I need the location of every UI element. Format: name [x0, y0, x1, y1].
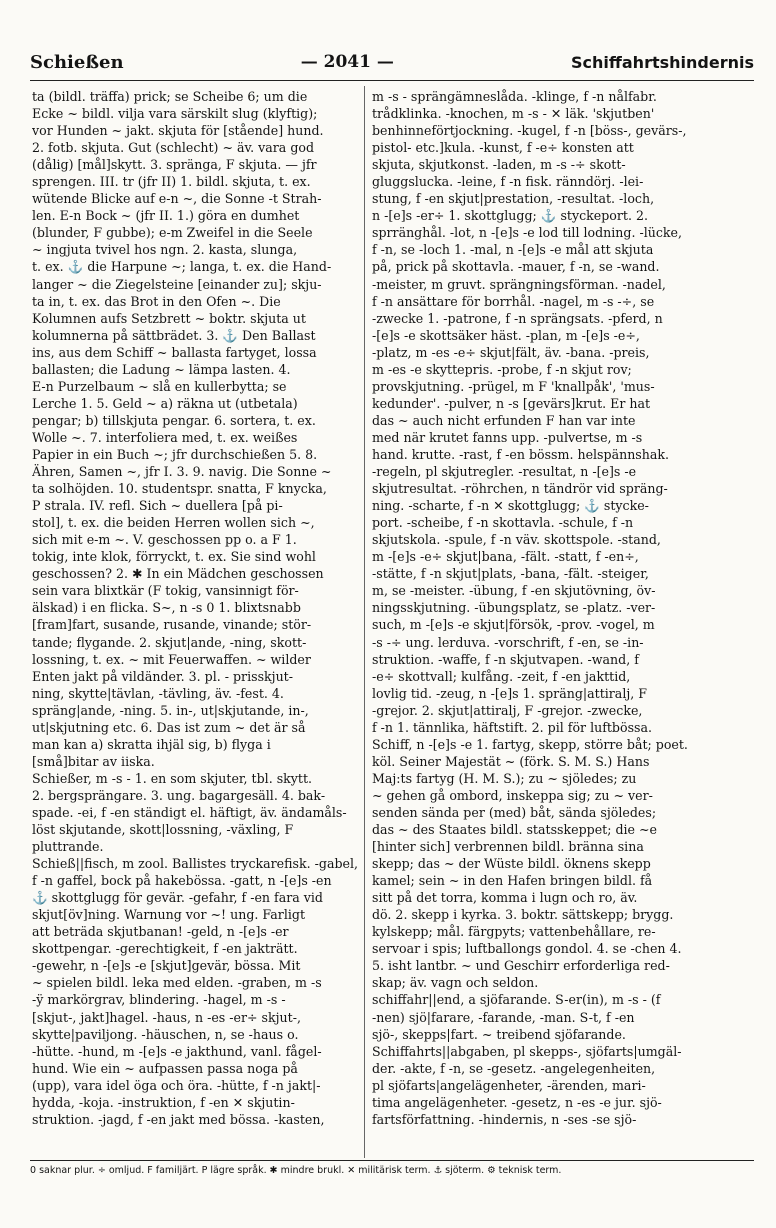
text-line: sich mit e-m ~. V. geschossen pp o. a F 1. — [32, 532, 297, 548]
text-line: (blunder, F gubbe); e-m Zweifel in die Seele — [32, 225, 313, 241]
text-line: skepp; das ~ der Wüste bildl. öknens skepp — [372, 856, 651, 872]
text-line: Papier in ein Buch ~; jfr durchschießen 5. 8. — [32, 446, 318, 462]
text-line: hydda, -koja. -instruktion, f -en ✕ skjutin- — [32, 1094, 295, 1110]
text-line: pluttrande. — [32, 839, 104, 855]
text-line: der. -akte, f -n, se -gesetz. -angelegenheiten, — [372, 1060, 656, 1076]
text-line: P strala. IV. refl. Sich ~ duellera [på pi- — [32, 498, 283, 514]
text-line: köl. Seiner Majestät ~ (förk. S. M. S.) Hans — [372, 753, 650, 769]
text-line: wütende Blicke auf e-n ~, die Sonne -t Strah- — [32, 191, 322, 207]
text-line: sprengen. III. tr (jfr II) 1. bildl. skjuta, t. ex. — [32, 174, 311, 190]
text-line: ~ spielen bildl. leka med elden. -graben, m -s — [32, 975, 322, 991]
text-line: lovlig tid. -zeug, n -[e]s 1. spräng|attiralj, F — [372, 685, 647, 701]
text-line: spade. -ei, f -en ständigt el. häftigt, äv. ändamåls- — [32, 804, 347, 820]
text-line: benhinneförtjockning. -kugel, f -n [böss-, gevärs-, — [372, 123, 687, 139]
text-line: stung, f -en skjut|prestation, -resultat. -loch, — [372, 191, 655, 207]
text-line: m -s - sprängämneslåda. -klinge, f -n nålfabr. — [372, 89, 657, 104]
text-line: Enten jakt på vildänder. 3. pl. - prisskjut- — [32, 668, 293, 684]
right-column — [372, 88, 706, 1158]
text-line: skottpengar. -gerechtigkeit, f -en jakträtt. — [32, 941, 298, 957]
text-line: 2. fotb. skjuta. Gut (schlecht) ~ äv. vara god — [32, 140, 315, 156]
text-line: tima angelägenheter. -gesetz, n -es -e jur. sjö- — [372, 1094, 662, 1110]
text-line: pistol- etc.]kula. -kunst, f -e÷ konsten att — [372, 140, 634, 156]
text-line: f -n gaffel, bock på hakebössa. -gatt, n -[e]s -en — [32, 873, 332, 889]
text-line: tokig, inte klok, förryckt, t. ex. Sie sind wohl — [32, 549, 316, 565]
text-line: senden sända per (med) båt, sända sjöledes; — [372, 804, 657, 820]
text-line: sitt på det torra, komma i lugn och ro, äv. — [372, 890, 638, 906]
text-line: hund. Wie ein ~ aufpassen passa noga på — [32, 1060, 298, 1076]
text-line: fartsförfattning. -hindernis, n -ses -se sjö- — [372, 1111, 637, 1127]
text-line: tande; flygande. 2. skjut|ande, -ning, skott- — [32, 634, 307, 650]
column-divider — [364, 86, 365, 1158]
text-line: t. ex. ⚓ die Harpune ~; langa, t. ex. die Hand- — [32, 259, 332, 275]
text-line: ta (bildl. träffa) prick; se Scheibe 6; um die — [32, 89, 308, 104]
footer-rule — [30, 1160, 754, 1161]
header-right-word: Schiffahrtshindernis — [571, 52, 754, 72]
text-line: -ÿ markörgrav, blindering. -hagel, m -s - — [32, 992, 286, 1008]
text-line: struktion. -jagd, f -en jakt med bössa. -kasten, — [32, 1111, 325, 1127]
text-line: Schiff, n -[e]s -e 1. fartyg, skepp, större båt; poet. — [372, 736, 688, 752]
text-line: langer ~ die Ziegelsteine [einander zu]; skju- — [32, 276, 322, 292]
text-line: sprränghål. -lot, n -[e]s -e lod till lodning. -lücke, — [372, 225, 683, 241]
text-line: struktion. -waffe, f -n skjutvapen. -wand, f — [372, 651, 639, 667]
text-line: kolumnerna på sättbrädet. 3. ⚓ Den Ballast — [32, 327, 316, 343]
header-left-word: Schießen — [30, 51, 124, 73]
text-line: ~ gehen gå ombord, inskeppa sig; zu ~ ver- — [372, 787, 653, 803]
text-line: Kolumnen aufs Setzbrett ~ boktr. skjuta ut — [32, 310, 306, 326]
text-line: Lerche 1. 5. Geld ~ a) räkna ut (utbetala) — [32, 395, 298, 411]
text-line: servoar i spis; luftballongs gondol. 4. se -chen 4. — [372, 941, 682, 957]
text-line: trådklinka. -knochen, m -s - ✕ läk. 'skjutben' — [372, 106, 655, 122]
text-line: [hinter sich] verbrennen bildl. bränna sina — [372, 839, 644, 855]
text-line: att beträda skjutbanan! -geld, n -[e]s -er — [32, 924, 289, 940]
text-line: m, se -meister. -übung, f -en skjutövning, öv- — [372, 583, 656, 599]
text-line: f -n, se -loch 1. -mal, n -[e]s -e mål att skjuta — [372, 242, 654, 258]
text-line: such, m -[e]s -e skjut|försök, -prov. -vogel, m — [372, 617, 655, 633]
text-line: -grejor. 2. skjut|attiralj, F -grejor. -zwecke, — [372, 702, 643, 718]
text-line: man kan a) skratta ihjäl sig, b) flyga i — [32, 736, 271, 752]
text-line: -stätte, f -n skjut|plats, -bana, -fält. -steiger, — [372, 566, 649, 582]
text-line: port. -scheibe, f -n skottavla. -schule, f -n — [372, 515, 634, 531]
text-line: m -es -e skyttepris. -probe, f -n skjut rov; — [372, 361, 632, 377]
text-line: Ähren, Samen ~, jfr I. 3. 9. navig. Die Sonne ~ — [32, 464, 332, 480]
text-line: -platz, m -es -e÷ skjut|fält, äv. -bana. -preis, — [372, 344, 650, 360]
text-line: [fram]fart, susande, rusande, vinande; stör- — [32, 617, 312, 633]
text-line: ut|skjutning etc. 6. Das ist zum ~ det är så — [32, 719, 306, 735]
left-column — [32, 88, 362, 1158]
text-line: Schiffahrts||abgaben, pl skepps-, sjöfarts|umgäl- — [372, 1043, 682, 1059]
text-line: Ecke ~ bildl. vilja vara särskilt slug (klyftig); — [32, 106, 318, 122]
text-line: n -[e]s -er÷ 1. skottglugg; ⚓ styckeport. 2. — [372, 208, 648, 224]
text-line: skjuta, skjutkonst. -laden, m -s -÷ skott- — [372, 157, 626, 173]
text-line: kedunder'. -pulver, n -s [gevärs]krut. Er hat — [372, 395, 651, 411]
page-number: — 2041 — — [300, 52, 394, 72]
text-line: -e÷ skottvall; kulfång. -zeit, f -en jakttid, — [372, 668, 631, 684]
text-line: ta in, t. ex. das Brot in den Ofen ~. Die — [32, 293, 281, 309]
text-line: (dålig) [mål]skytt. 3. spränga, F skjuta. — jfr — [32, 157, 317, 173]
text-line: skjut[öv]ning. Warnung vor ~! ung. Farligt — [32, 907, 306, 923]
text-line: skap; äv. vagn och seldon. — [372, 975, 539, 991]
text-line: 5. isht lantbr. ~ und Geschirr erforderliga red- — [372, 958, 670, 974]
text-line: med när krutet fanns upp. -pulvertse, m -s — [372, 429, 643, 445]
text-line: lossning, t. ex. ~ mit Feuerwaffen. ~ wilder — [32, 651, 311, 667]
text-line: älskad) i en flicka. S~, n -s 0 1. blixtsnabb — [32, 600, 301, 616]
text-line: skjutskola. -spule, f -n väv. skottspole. -stand, — [372, 532, 661, 548]
text-line: skjutresultat. -röhrchen, n tändrör vid spräng- — [372, 481, 668, 497]
text-line: -hütte. -hund, m -[e]s -e jakthund, vanl. fågel- — [32, 1043, 322, 1059]
text-line: f -n ansättare för borrhål. -nagel, m -s -÷, se — [372, 293, 655, 309]
text-line: -zwecke 1. -patrone, f -n sprängsats. -pferd, n — [372, 310, 663, 326]
text-line: gluggslucka. -leine, f -n fisk. ränndörj. -lei- — [372, 174, 644, 190]
text-line: kamel; sein ~ in den Hafen bringen bildl. få — [372, 873, 653, 889]
text-line: löst skjutande, skott|lossning, -växling, F — [32, 822, 294, 838]
text-line: -s -÷ ung. lerduva. -vorschrift, f -en, se -in- — [372, 634, 644, 650]
text-line: (upp), vara idel öga och öra. -hütte, f -n jakt|- — [32, 1077, 321, 1093]
text-line: geschossen? 2. ✱ In ein Mädchen geschossen — [32, 566, 324, 582]
text-line: Schießer, m -s - 1. en som skjuter, tbl. skytt. — [32, 770, 313, 786]
text-line: hand. krutte. -rast, f -en bössm. helspännshak. — [372, 446, 670, 462]
text-line: Schieß||fisch, m zool. Ballistes tryckarefisk. -gabel, — [32, 856, 359, 872]
text-line: på, prick på skottavla. -mauer, f -n, se -wand. — [372, 259, 660, 275]
text-line: pl sjöfarts|angelägenheter, -ärenden, mari- — [372, 1077, 646, 1093]
text-line: schiffahr||end, a sjöfarande. S-er(in), m -s - (f — [372, 992, 661, 1008]
text-line: -regeln, pl skjutregler. -resultat, n -[e]s -e — [372, 464, 637, 480]
text-line: ning. -scharte, f -n ✕ skottglugg; ⚓ stycke- — [372, 498, 649, 514]
abbreviation-legend: 0 saknar plur. ÷ omljud. F familjärt. P lägre språk. ✱ mindre brukl. ✕ militärisk term. ⚓ sjöterm. ⚙ teknisk term. — [30, 1165, 562, 1176]
text-line: ins, aus dem Schiff ~ ballasta fartyget, lossa — [32, 344, 317, 360]
text-line: kylskepp; mål. färgpyts; vattenbehållare, re- — [372, 924, 656, 940]
text-line: provskjutning. -prügel, m F 'knallpåk', 'mus- — [372, 378, 655, 394]
text-line: [skjut-, jakt]hagel. -haus, n -es -er÷ skjut-, — [32, 1009, 301, 1025]
text-line: m -[e]s -e÷ skjut|bana, -fält. -statt, f -en÷, — [372, 549, 639, 565]
text-line: spräng|ande, -ning. 5. in-, ut|skjutande, in-, — [32, 702, 309, 718]
text-line: ⚓ skottglugg för gevär. -gefahr, f -en fara vid — [32, 890, 323, 906]
text-line: f -n 1. tännlika, häftstift. 2. pil för luftbössa. — [372, 719, 653, 735]
text-line: E-n Purzelbaum ~ slå en kullerbytta; se — [32, 378, 287, 394]
text-line: -meister, m gruvt. sprängningsförman. -nadel, — [372, 276, 666, 292]
text-line: -[e]s -e skottsäker häst. -plan, m -[e]s -e÷, — [372, 327, 640, 343]
text-line: pengar; b) tillskjuta pengar. 6. sortera, t. ex. — [32, 412, 316, 428]
text-line: [små]bitar av iiska. — [32, 753, 155, 769]
text-line: -nen) sjö|farare, -farande, -man. S-t, f -en — [372, 1009, 635, 1025]
text-line: das ~ des Staates bildl. statsskeppet; die ~e — [372, 822, 658, 838]
text-line: vor Hunden ~ jakt. skjuta för [stående] hund. — [32, 123, 324, 139]
text-line: sein vara blixtkär (F tokig, vansinnigt för- — [32, 583, 299, 599]
text-line: len. E-n Bock ~ (jfr II. 1.) göra en dumhet — [32, 208, 300, 224]
text-line: ~ ingjuta tvivel hos ngn. 2. kasta, slunga, — [32, 242, 298, 258]
page-header — [30, 48, 754, 76]
text-line: stol], t. ex. die beiden Herren wollen sich ~, — [32, 515, 315, 531]
text-line: -gewehr, n -[e]s -e [skjut]gevär, bössa. Mit — [32, 958, 301, 974]
text-line: ballasten; die Ladung ~ lämpa lasten. 4. — [32, 361, 291, 377]
text-line: 2. bergsprängare. 3. ung. bagargesäll. 4. bak- — [32, 787, 326, 803]
text-line: dö. 2. skepp i kyrka. 3. boktr. sättskepp; brygg. — [372, 907, 674, 923]
text-line: das ~ auch nicht erfunden F han var inte — [372, 412, 636, 428]
text-line: ta solhöjden. 10. studentspr. snatta, F knycka, — [32, 481, 327, 497]
text-line: skytte|paviljong. -häuschen, n, se -haus o. — [32, 1026, 299, 1042]
text-line: ning, skytte|tävlan, -tävling, äv. -fest. 4. — [32, 685, 284, 701]
text-line: ningsskjutning. -übungsplatz, se -platz. -ver- — [372, 600, 656, 616]
text-line: sjö-, skepps|fart. ~ treibend sjöfarande. — [372, 1026, 626, 1042]
text-line: Wolle ~. 7. interfoliera med, t. ex. weißes — [32, 429, 298, 445]
text-line: Maj:ts fartyg (H. M. S.); zu ~ sjöledes; zu — [372, 770, 637, 786]
header-rule — [30, 80, 754, 81]
